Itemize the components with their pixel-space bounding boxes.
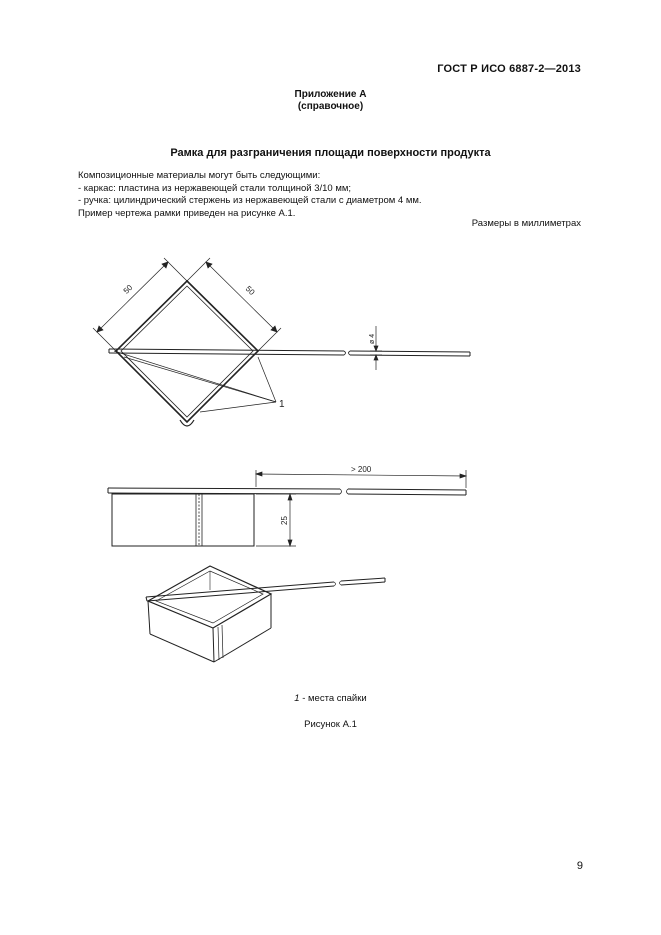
annex-title: Приложение А [294, 89, 367, 100]
dimension-height-label: 25 [280, 516, 289, 525]
frame-diamond-outer [116, 281, 258, 422]
standard-code: ГОСТ Р ИСО 6887-2—2013 [437, 63, 581, 75]
callout-leaders [114, 351, 276, 412]
annex-subtitle: (справочное) [297, 101, 364, 112]
dimension-side-a-label: 50 [121, 282, 135, 296]
legend-number: 1 [294, 693, 300, 704]
section-title: Рамка для разграничения площади поверхности продукта [170, 147, 491, 159]
dimension-side-b-label: 50 [243, 284, 257, 297]
dimension-diameter [370, 326, 382, 370]
body-line-handle: - ручка: цилиндрический стержень из нержавеющей стали с диаметром 4 мм. [78, 195, 422, 206]
dimension-height [256, 494, 296, 546]
dimension-side-b [187, 258, 281, 351]
frame-diamond-inner [121, 286, 253, 417]
figure-caption: Рисунок А.1 [304, 719, 357, 730]
body-line-example: Пример чертежа рамки приведен на рисунке А.1. [78, 207, 296, 219]
handle-rod-top [109, 349, 470, 356]
dimensions-note: Размеры в миллиметрах [471, 218, 581, 229]
frame-isometric-view [146, 566, 385, 662]
legend-text: - места спайки [299, 693, 367, 704]
body-line-frame: - каркас: пластина из нержавеющей стали толщиной 3/10 мм; [78, 182, 352, 194]
technical-drawing [0, 240, 661, 680]
dimension-length-label: > 200 [351, 465, 372, 474]
page-number: 9 [576, 860, 583, 872]
frame-side-view [108, 465, 466, 546]
callout-label: 1 [279, 399, 285, 410]
body-text [78, 170, 578, 220]
body-line-intro: Композиционные материалы могут быть следующими: [78, 170, 321, 181]
frame-top-view [93, 258, 470, 426]
dimension-diameter-label: ø 4 [369, 333, 376, 344]
dimension-side-a [93, 258, 187, 351]
figure-legend [0, 693, 661, 704]
